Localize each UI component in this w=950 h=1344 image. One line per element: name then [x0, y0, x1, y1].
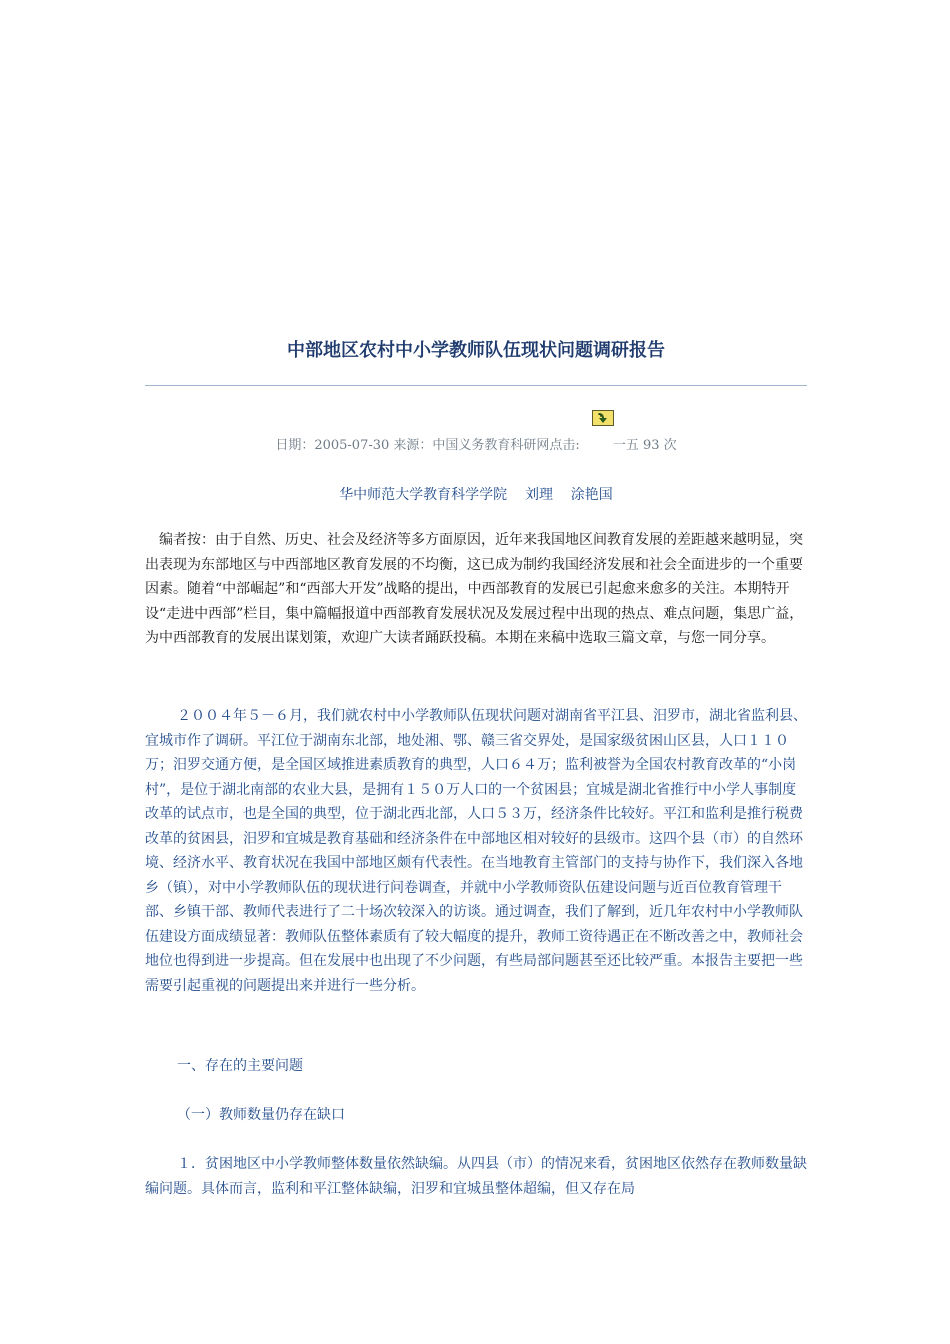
item-paragraph: １．贫困地区中小学教师整体数量依然缺编。从四县（市）的情况来看，贫困地区依然存在教师数量缺编问题。具体而言，监利和平江整体缺编，汨罗和宜城虽整体超编，但又存在局: [145, 1156, 807, 1197]
subsection-heading: （一）教师数量仍存在缺口: [177, 1107, 345, 1123]
article-title: 中部地区农村中小学教师队伍现状问题调研报告: [287, 340, 665, 361]
editor-note: 编者按：由于自然、历史、社会及经济等多方面原因，近年来我国地区间教育发展的差距越来越明显，突出表现为东部地区与中西部地区教育发展的不均衡，这已成为制约我国经济发展和社会全面进步的一个重要因素。随着“中部崛起”和“西部大开发”战略的提出，中西部教育的发展已引起愈来愈多的关注。本期特开设“走进中西部”栏目，集中篇幅报道中西部教育发展状况及发展过程中出现的热点、难点问题，集思广益，为中西部教育的发展出谋划策，欢迎广大读者踊跃投稿。本期在来稿中选取三篇文章，与您一同分享。: [145, 532, 804, 646]
link-arrow-icon[interactable]: [592, 410, 614, 426]
title-divider: [145, 385, 807, 386]
section-heading: 一、存在的主要问题: [177, 1058, 303, 1074]
intro-paragraph: ２００４年５－６月，我们就农村中小学教师队伍现状问题对湖南省平江县、汨罗市，湖北省监利县、宜城市作了调研。平江位于湖南东北部，地处湘、鄂、赣三省交界处，是国家级贫困山区县，人口１１０万；汨罗交通方便，是全国区域推进素质教育的典型，人口６４万；监利被誉为全国农村教育改革的“小岗村”，是位于湖北南部的农业大县，是拥有１５０万人口的一个贫困县；宜城是湖北省推行中小学人事制度改革的试点市，也是全国的典型，位于湖北西北部，人口５３万，经济条件比较好。平江和监利是推行税费改革的贫困县，汨罗和宜城是教育基础和经济条件在中部地区相对较好的县级市。这四个县（市）的自然环境、经济水平、教育状况在我国中部地区颇有代表性。在当地教育主管部门的支持与协作下，我们深入各地乡（镇），对中小学教师队伍的现状进行问卷调查，并就中小学教师资队伍建设问题与近百位教育管理干部、乡镇干部、教师代表进行了二十场次较深入的访谈。通过调查，我们了解到，近几年农村中小学教师队伍建设方面成绩显著：教师队伍整体素质有了较大幅度的提升，教师工资待遇正在不断改善之中，教师社会地位也得到进一步提高。但在发展中也出现了不少问题，有些局部问题甚至还比较严重。本报告主要把一些需要引起重视的问题提出来并进行一些分析。: [145, 708, 807, 994]
link-arrow-icon-graphic: [593, 411, 613, 425]
article-meta: 日期：2005-07-30 来源：中国义务教育科研网点击: 一五 93 次: [275, 438, 677, 453]
article-authors: 华中师范大学教育科学学院 刘理 涂艳国: [339, 487, 613, 503]
